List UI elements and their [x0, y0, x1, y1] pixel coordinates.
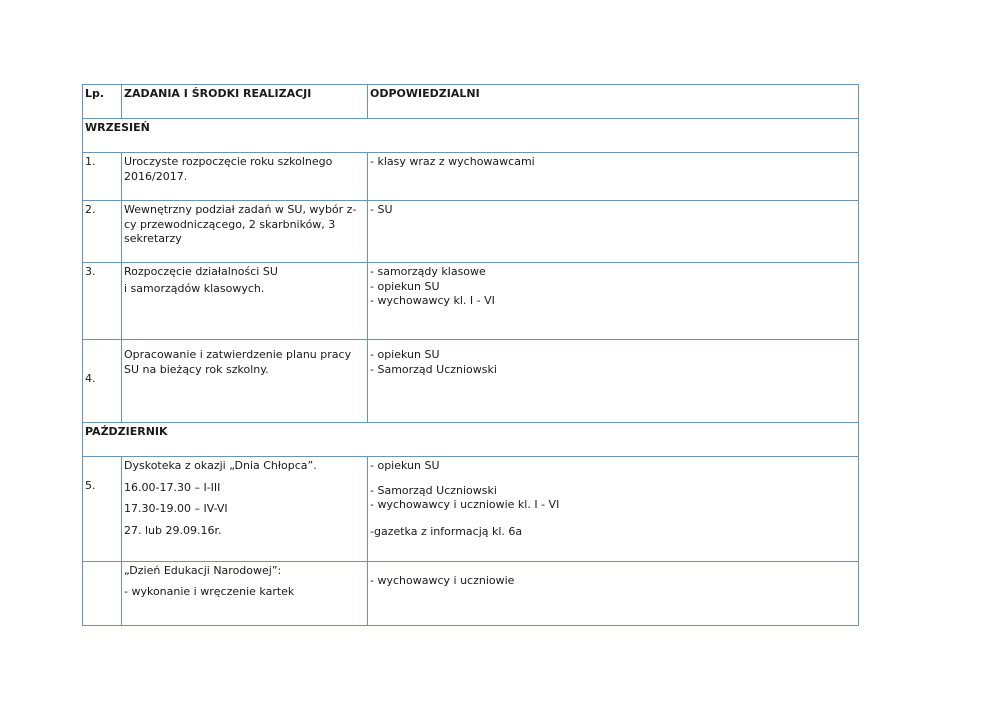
- task-text: 16.00-17.30 – I-III: [124, 480, 221, 494]
- responsible-cell: [368, 457, 859, 562]
- responsible-text: - Samorząd Uczniowski: [370, 483, 497, 497]
- responsible-text: - opiekun SU: [370, 348, 440, 361]
- responsible-text: - klasy wraz z wychowawcami: [370, 155, 535, 168]
- responsible-cell: [368, 153, 859, 201]
- responsible-text: - wychowawcy i uczniowie kl. I - VI: [370, 498, 560, 511]
- header-lp: Lp.: [83, 85, 122, 119]
- responsible-text: - opiekun SU: [370, 279, 440, 293]
- responsible-text: - samorządy klasowe: [370, 265, 486, 278]
- responsible-text: -gazetka z informacją kl. 6a: [370, 524, 523, 538]
- responsible-cell: [368, 201, 859, 263]
- task-text: - wykonanie i wręczenie kartek: [124, 584, 295, 598]
- month-row-september: [83, 119, 859, 153]
- table-row: [83, 153, 859, 201]
- task-cell: [122, 562, 368, 626]
- row-number: 2.: [83, 201, 122, 263]
- responsible-text: - wychowawcy i uczniowie: [370, 574, 515, 587]
- responsible-text: - wychowawcy kl. I - VI: [370, 294, 495, 307]
- table-row: [83, 340, 859, 423]
- task-text: Dyskoteka z okazji „Dnia Chłopca”.: [124, 459, 317, 472]
- task-cell: [122, 153, 368, 201]
- row-number-text: 4.: [85, 372, 96, 385]
- table-row: [83, 562, 859, 626]
- task-text: 27. lub 29.09.16r.: [124, 523, 222, 537]
- row-number: [83, 562, 122, 626]
- responsible-text: - Samorząd Uczniowski: [370, 362, 497, 376]
- task-text: Opracowanie i zatwierdzenie planu pracy SU na bieżący rok szkolny.: [124, 348, 352, 376]
- task-text: i samorządów klasowych.: [124, 281, 265, 295]
- task-cell: [122, 263, 368, 340]
- table-row: [83, 263, 859, 340]
- row-number: 3.: [83, 263, 122, 340]
- task-cell: [122, 457, 368, 562]
- responsible-cell: [368, 263, 859, 340]
- task-text: Rozpoczęcie działalności SU: [124, 265, 278, 278]
- task-text: Uroczyste rozpoczęcie roku szkolnego 2016/2017.: [124, 155, 333, 183]
- table-row: [83, 457, 859, 562]
- month-row-october: [83, 423, 859, 457]
- row-number: [83, 340, 122, 423]
- header-tasks: ZADANIA I ŚRODKI REALIZACJI: [122, 85, 368, 119]
- month-label: WRZESIEŃ: [83, 119, 859, 153]
- table-header-row: [83, 85, 859, 119]
- responsible-cell: [368, 562, 859, 626]
- responsible-text: - opiekun SU: [370, 459, 440, 472]
- responsible-text: - SU: [370, 203, 393, 216]
- task-text: 17.30-19.00 – IV-VI: [124, 502, 228, 515]
- header-responsible: ODPOWIEDZIALNI: [368, 85, 859, 119]
- task-cell: [122, 340, 368, 423]
- task-text: Wewnętrzny podział zadań w SU, wybór z-cy przewodniczącego, 2 skarbników, 3 sekretarzy: [124, 203, 357, 245]
- table-row: [83, 201, 859, 263]
- row-number: 1.: [83, 153, 122, 201]
- plan-table: [82, 84, 859, 626]
- task-text: „Dzień Edukacji Narodowej”:: [124, 564, 282, 577]
- row-number-text: 5.: [85, 479, 96, 492]
- row-number: [83, 457, 122, 562]
- month-label: PAŹDZIERNIK: [83, 423, 859, 457]
- responsible-cell: [368, 340, 859, 423]
- task-cell: [122, 201, 368, 263]
